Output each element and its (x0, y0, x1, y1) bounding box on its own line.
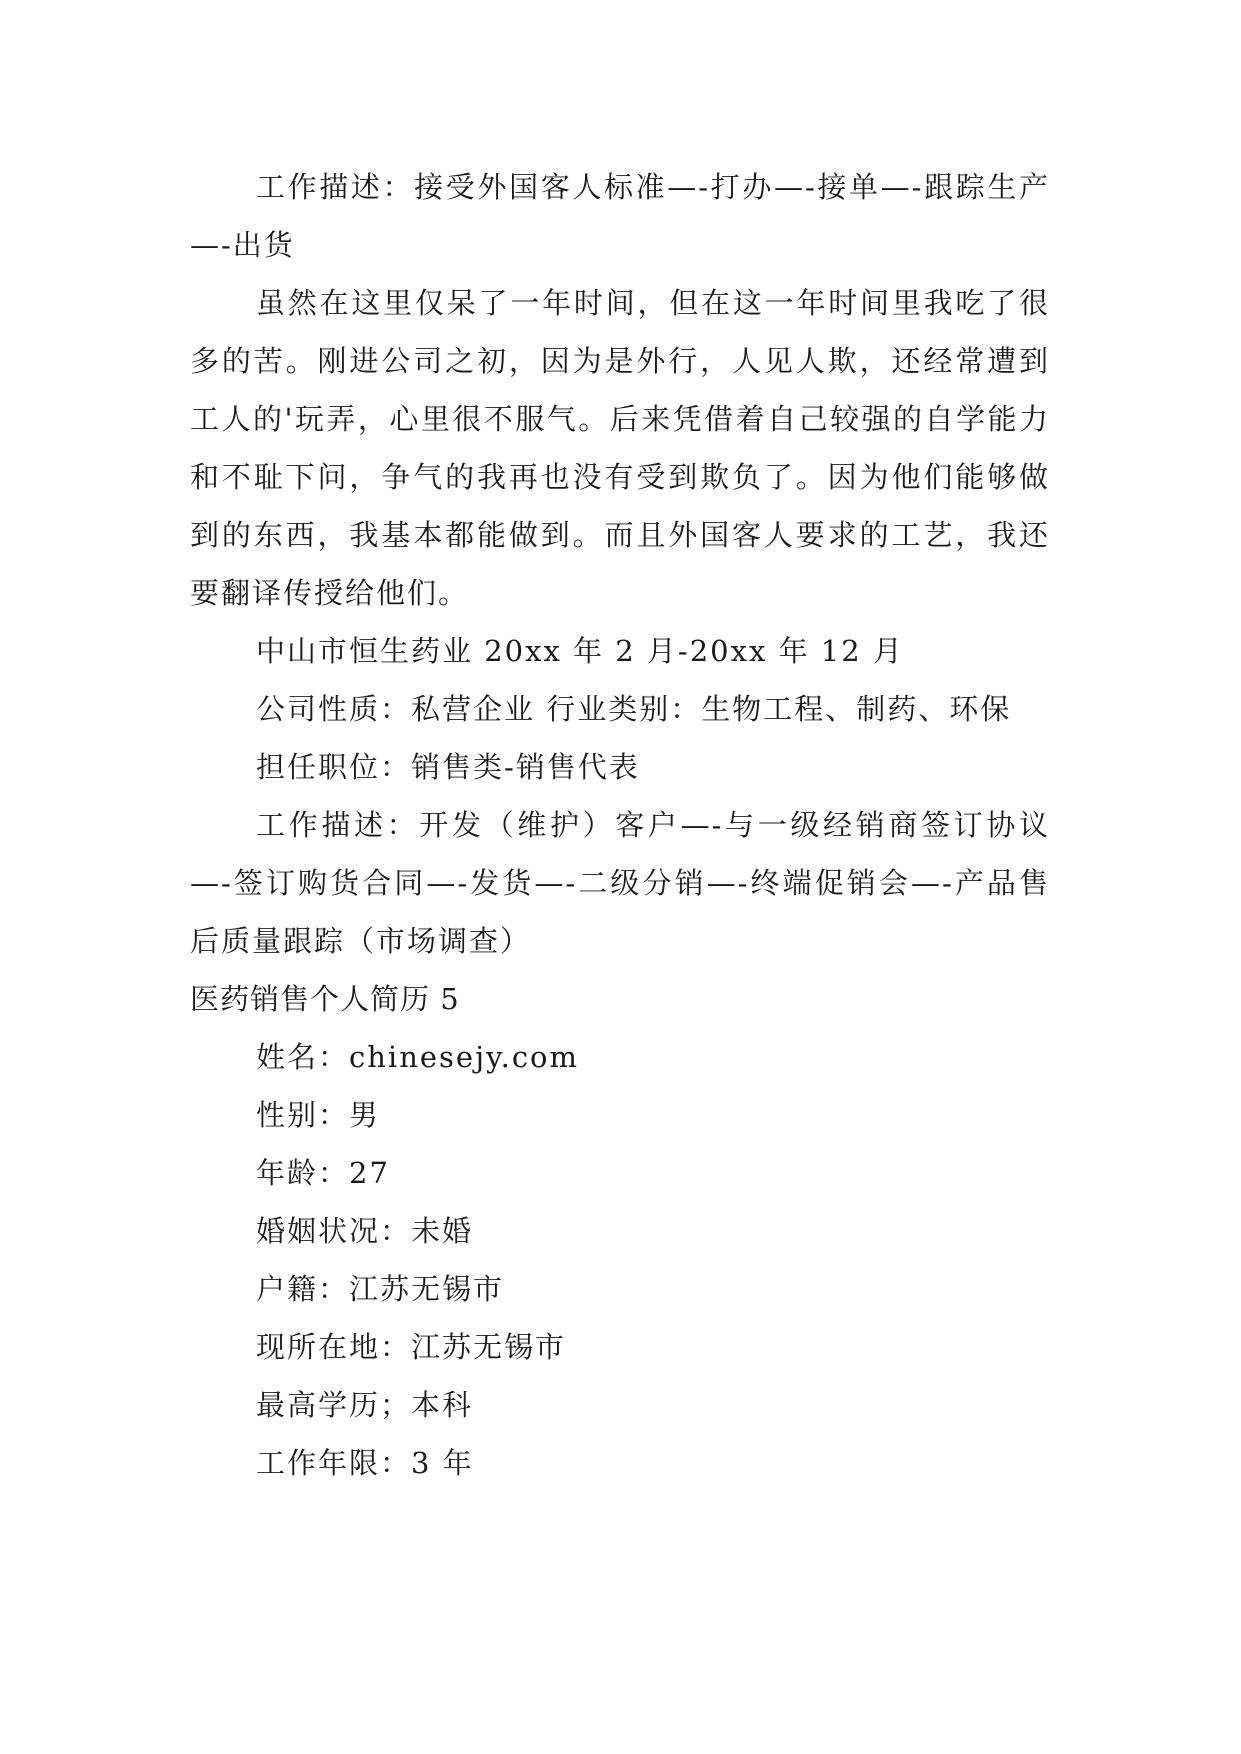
company-period-line: 中山市恒生药业 20xx 年 2 月-20xx 年 12 月 (256, 634, 904, 668)
profile-name: 姓名：chinesejy.com (256, 1040, 580, 1074)
profile-marital-status: 婚姻状况：未婚 (256, 1214, 474, 1248)
profile-work-years: 工作年限：3 年 (256, 1446, 474, 1480)
profile-current-location: 现所在地：江苏无锡市 (256, 1330, 567, 1364)
profile-household-registration: 户籍：江苏无锡市 (256, 1272, 505, 1306)
experience-paragraph: 虽然在这里仅呆了一年时间，但在这一年时间里我吃了很多的苦。刚进公司之初，因为是外行，人见人欺，还经常遭到工人的'玩弄，心里很不服气。后来凭借着自己较强的自学能力和不耻下问，争气的我再也没有受到欺负了。因为他们能够做到的东西，我基本都能做到。而且外国客人要求的工艺，我还要翻译传授给他们。 (190, 286, 1050, 610)
profile-gender: 性别：男 (256, 1098, 381, 1132)
job-description-paragraph: 工作描述：接受外国客人标准—-打办—-接单—-跟踪生产—-出货 (190, 170, 1050, 262)
profile-age: 年龄：27 (256, 1156, 390, 1190)
job-description-paragraph-2: 工作描述：开发（维护）客户—-与一级经销商签订协议—-签订购货合同—-发货—-二级分销—-终端促销会—-产品售后质量跟踪（市场调查） (190, 808, 1050, 958)
document-content (190, 158, 1050, 1492)
profile-education: 最高学历；本科 (256, 1388, 474, 1422)
company-nature-line: 公司性质：私营企业 行业类别：生物工程、制药、环保 (256, 692, 1012, 726)
section-title: 医药销售个人简历 5 (190, 982, 460, 1016)
position-line: 担任职位：销售类-销售代表 (256, 750, 640, 784)
